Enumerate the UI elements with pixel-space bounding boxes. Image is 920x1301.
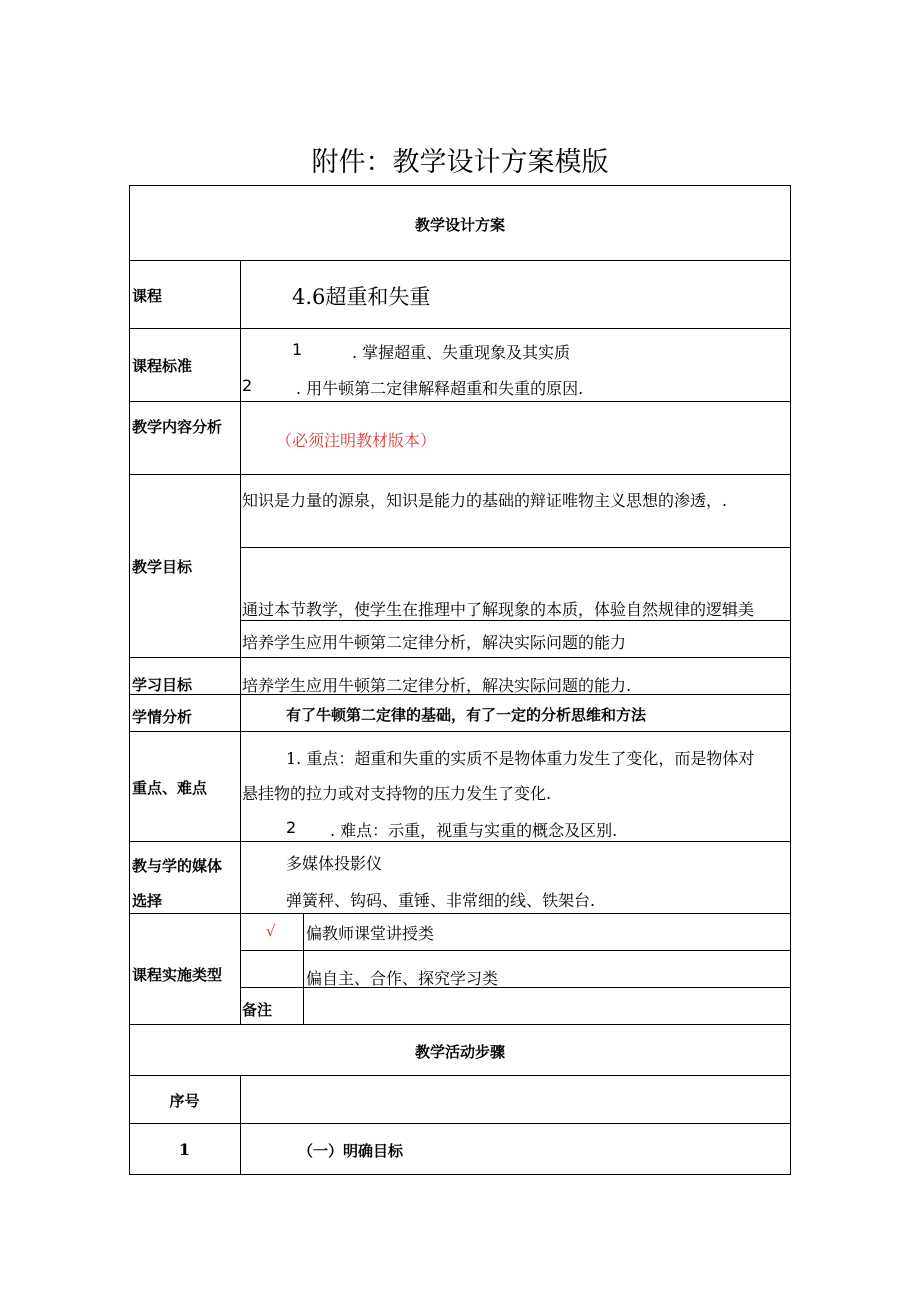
key-point-line-2: 悬挂物的拉力或对支持物的压力发生了变化. bbox=[242, 784, 552, 803]
goal-line-1: 知识是力量的源泉，知识是能力的基础的辩证唯物主义思想的渗透，. bbox=[242, 491, 728, 510]
goal-line-2: 通过本节教学，使学生在推理中了解现象的本质，体验自然规律的逻辑美 bbox=[242, 600, 755, 619]
row-divider bbox=[129, 1123, 791, 1124]
row-divider bbox=[129, 401, 791, 402]
goal-line-3: 培养学生应用牛顿第二定律分析，解决实际问题的能力 bbox=[242, 633, 627, 652]
implementation-option-1: 偏教师课堂讲授类 bbox=[306, 924, 435, 943]
key-point-line-3-text: . 难点：示重，视重与实重的概念及区别. bbox=[330, 821, 618, 840]
key-point-line-1: 1. 重点：超重和失重的实质不是物体重力发生了变化，而是物体对 bbox=[286, 749, 755, 768]
standard-item2-text: . 用牛顿第二定律解释超重和失重的原因. bbox=[296, 379, 584, 398]
key-point-line-3-number: 2 bbox=[286, 818, 297, 837]
key-points-label: 重点、难点 bbox=[132, 779, 208, 797]
row-divider bbox=[129, 841, 791, 842]
column-divider bbox=[240, 1075, 241, 1175]
media-label-line-1: 教与学的媒体 bbox=[132, 857, 223, 875]
check-mark: √ bbox=[266, 922, 276, 940]
row-divider bbox=[129, 474, 791, 475]
sequence-label: 序号 bbox=[169, 1092, 200, 1110]
row-divider bbox=[129, 657, 791, 658]
remark-label: 备注 bbox=[242, 1001, 273, 1019]
row-1-number: 1 bbox=[178, 1140, 191, 1159]
media-label-line-2: 选择 bbox=[132, 892, 163, 910]
content-analysis-label: 教学内容分析 bbox=[132, 418, 223, 436]
standard-item2-number: 2 bbox=[242, 376, 253, 395]
row-divider bbox=[129, 913, 791, 914]
goals-label: 教学目标 bbox=[132, 558, 193, 576]
standard-item1-text: . 掌握超重、失重现象及其实质 bbox=[352, 343, 571, 362]
standard-item1-number: 1 bbox=[292, 340, 303, 359]
row-divider bbox=[129, 260, 791, 261]
table-border-left bbox=[129, 185, 130, 1175]
table-border-bottom bbox=[129, 1174, 791, 1175]
media-line-2: 弹簧秤、钩码、重锤、非常细的线、铁架台. bbox=[286, 891, 596, 910]
student-analysis-text: 有了牛顿第二定律的基础，有了一定的分析思维和方法 bbox=[286, 706, 647, 724]
learning-goals-text: 培养学生应用牛顿第二定律分析，解决实际问题的能力. bbox=[242, 676, 632, 695]
implementation-label: 课程实施类型 bbox=[132, 966, 223, 984]
activity-header: 教学活动步骤 bbox=[414, 1043, 505, 1061]
row-divider bbox=[240, 620, 791, 621]
learning-goals-label: 学习目标 bbox=[132, 676, 193, 694]
column-divider bbox=[240, 260, 241, 1025]
table-header: 教学设计方案 bbox=[414, 216, 505, 234]
table-border-top bbox=[129, 185, 791, 186]
student-analysis-label: 学情分析 bbox=[132, 708, 193, 726]
table-border-right bbox=[790, 185, 791, 1175]
row-1-text: （一）明确目标 bbox=[298, 1142, 404, 1160]
course-label: 课程 bbox=[132, 287, 163, 305]
row-divider bbox=[240, 547, 791, 548]
row-divider bbox=[129, 1075, 791, 1076]
row-divider bbox=[240, 950, 791, 951]
row-divider bbox=[129, 1024, 791, 1025]
implementation-option-2: 偏自主、合作、探究学习类 bbox=[306, 969, 499, 988]
row-divider bbox=[129, 731, 791, 732]
page-title: 附件：教学设计方案模版 bbox=[311, 147, 609, 178]
row-divider bbox=[129, 328, 791, 329]
column-divider bbox=[303, 913, 304, 1025]
standard-label: 课程标准 bbox=[132, 357, 193, 375]
media-line-1: 多媒体投影仪 bbox=[286, 854, 383, 873]
course-value: 4.6超重和失重 bbox=[292, 285, 431, 309]
edition-note: （必须注明教材版本） bbox=[276, 431, 437, 450]
